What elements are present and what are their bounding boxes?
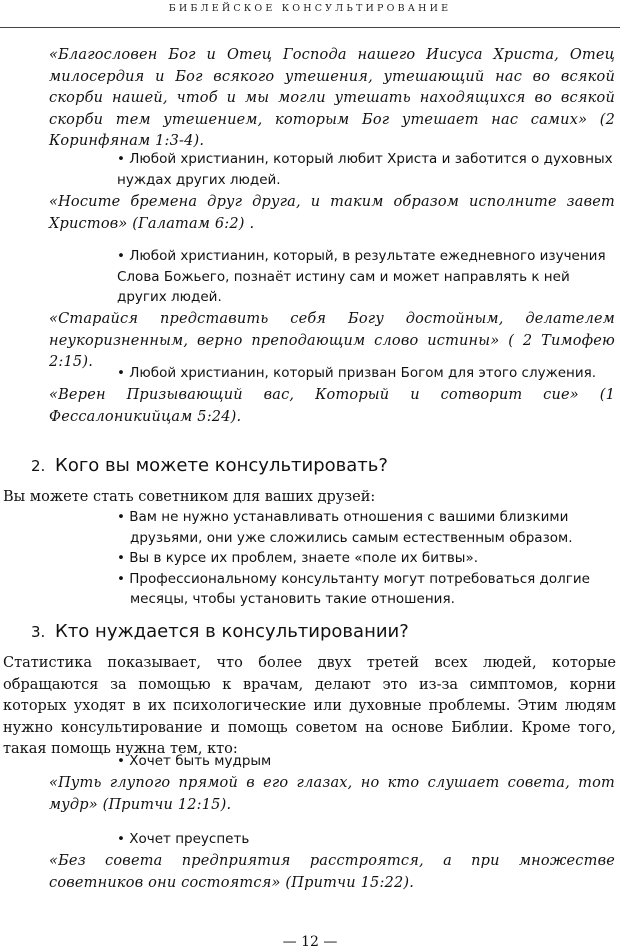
bullet-text: Вам не нужно устанавливать отношения с вашими близкими друзьями, они уже сложились самым естественным образом. — [129, 509, 573, 546]
scripture-quote-1thess: «Верен Призывающий вас, Который и сотворит сие» (1 Фессалоникийцам 5:24). — [49, 387, 615, 425]
bullet-list — [117, 507, 615, 610]
bullet-item: • Любой христианин, который любит Христа и заботится о духовных нуждах других людей. — [117, 151, 613, 188]
bullet-item: • Любой христианин, который, в результате ежедневного изучения Слова Божьего, познаёт истину сам и может направлять к ней других людей. — [117, 248, 606, 305]
bullet-text: Хочет преуспеть — [129, 831, 250, 847]
bullet-item: • Хочет преуспеть — [117, 831, 250, 847]
bullet-item: • Вы в курсе их проблем, знаете «поле их битвы». — [117, 550, 478, 566]
scripture-quote-2tim: «Старайся представить себя Богу достойным, делателем неукоризненным, верно преподающим слово истины» ( 2 Тимофею 2:15). — [49, 311, 615, 370]
bullet-text: Хочет быть мудрым — [129, 753, 272, 769]
section-paragraph: Статистика показывает, что более двух третей всех людей, которые обращаются за помощью к врачам, делают это из-за симптомов, корни которых уходят в их психологические или духовные проблемы. Этим людям нужно консультирование и помощь советом на основе Библии. Кроме того, такая помощь нужна тем, кто: — [3, 655, 616, 757]
section-title: Кого вы можете консультировать? — [55, 455, 388, 476]
section-title: Кто нуждается в консультировании? — [55, 621, 409, 642]
bullet-text: Любой христианин, который призван Богом для этого служения. — [129, 365, 597, 381]
running-head: БИБЛЕЙСКОЕ КОНСУЛЬТИРОВАНИЕ — [168, 3, 452, 14]
bullet-text: Вы в курсе их проблем, знаете «поле их битвы». — [129, 550, 478, 566]
scripture-quote-2cor: «Благословен Бог и Отец Господа нашего Иисуса Христа, Отец милосердия и Бог всякого утешения, утешающий нас во всякой скорби нашей, чтоб и мы могли утешать находящихся во всякой скорби тем утешением, которым Бог утешает нас самих» (2 Коринфянам 1:3-4). — [49, 47, 615, 149]
section-number: 3. — [31, 623, 46, 641]
bullet-text: Профессиональному консультанту могут потребоваться долгие месяцы, чтобы установить такие отношения. — [129, 570, 590, 607]
scripture-quote-gal: «Носите бремена друг друга, и таким образом исполните завет Христов» (Галатам 6:2) . — [49, 194, 615, 232]
bullet-item: • Любой христианин, который призван Богом для этого служения. — [117, 365, 597, 381]
bullet-item: • Вам не нужно устанавливать отношения с вашими близкими друзьями, они уже сложились самым естественным образом. — [117, 509, 573, 546]
section-heading-3 — [31, 620, 409, 644]
scripture-quote-prov15: «Без совета предприятия расстроятся, а при множестве советников они состоятся» (Притчи 15:22). — [49, 853, 615, 891]
section-intro: Вы можете стать советником для ваших друзей: — [3, 489, 376, 505]
section-number: 2. — [31, 457, 46, 475]
header-rule — [0, 27, 620, 28]
bullet-text: Любой христианин, который, в результате ежедневного изучения Слова Божьего, познаёт истину сам и может направлять к ней других людей. — [117, 248, 606, 305]
page-number: — 12 — — [282, 934, 338, 950]
bullet-item: • Профессиональному консультанту могут потребоваться долгие месяцы, чтобы установить такие отношения. — [117, 570, 590, 607]
bullet-item: • Хочет быть мудрым — [117, 753, 272, 769]
scripture-quote-prov12: «Путь глупого прямой в его глазах, но кто слушает совета, тот мудр» (Притчи 12:15). — [49, 775, 615, 813]
bullet-text: Любой христианин, который любит Христа и заботится о духовных нуждах других людей. — [117, 151, 613, 188]
section-heading-2 — [31, 454, 388, 478]
